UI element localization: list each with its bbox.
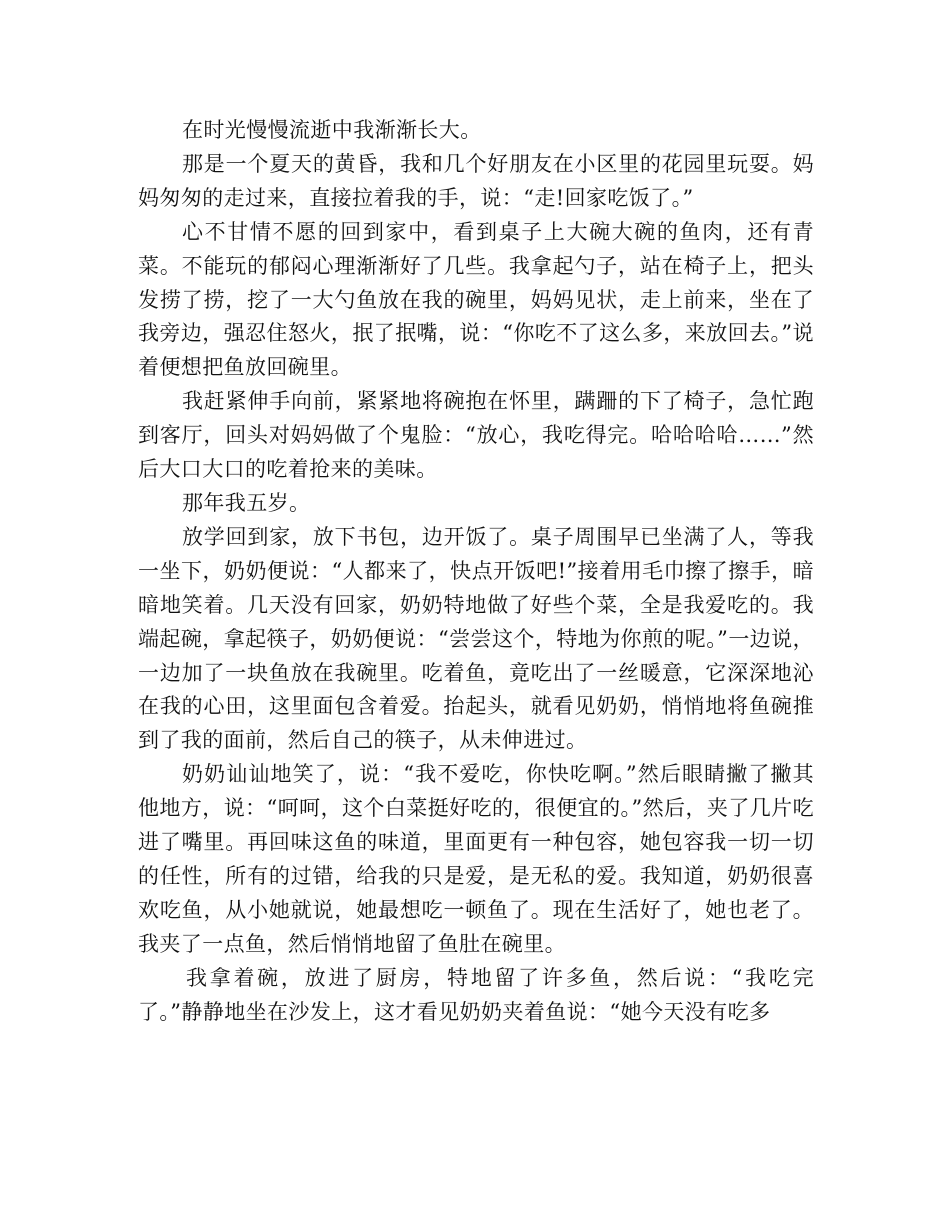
paragraph: 我拿着碗，放进了厨房，特地留了许多鱼，然后说：“我吃完了。”静静地坐在沙发上，这才看见奶奶夹着鱼说：“她今天没有吃多 xyxy=(138,965,814,1024)
paragraph: 那是一个夏天的黄昏，我和几个好朋友在小区里的花园里玩耍。妈妈匆匆的走过来，直接拉着我的手，说：“走!回家吃饭了。” xyxy=(138,151,814,210)
paragraph: 在时光慢慢流逝中我渐渐长大。 xyxy=(182,118,482,142)
paragraph: 我赶紧伸手向前，紧紧地将碗抱在怀里，蹒跚的下了椅子，急忙跑到客厅，回头对妈妈做了个鬼脸：“放心，我吃得完。哈哈哈哈……”然后大口大口的吃着抢来的美味。 xyxy=(138,389,814,482)
essay-body xyxy=(138,114,814,1029)
paragraph: 心不甘情不愿的回到家中，看到桌子上大碗大碗的鱼肉，还有青菜。不能玩的郁闷心理渐渐好了几些。我拿起勺子，站在椅子上，把头发捞了捞，挖了一大勺鱼放在我的碗里，妈妈见状，走上前来，坐在了我旁边，强忍住怒火，抿了抿嘴，说：“你吃不了这么多，来放回去。”说着便想把鱼放回碗里。 xyxy=(138,219,814,380)
paragraph: 那年我五岁。 xyxy=(182,490,311,515)
paragraph: 放学回到家，放下书包，边开饭了。桌子周围早已坐满了人，等我一坐下，奶奶便说：“人都来了，快点开饭吧!”接着用毛巾擦了擦手，暗暗地笑着。几天没有回家，奶奶特地做了好些个菜，全是我爱吃的。我端起碗，拿起筷子，奶奶便说：“尝尝这个，特地为你煎的呢。”一边说，一边加了一块鱼放在我碗里。吃着鱼，竟吃出了一丝暖意，它深深地沁在我的心田，这里面包含着爱。抬起头，就看见奶奶，悄悄地将鱼碗推到了我的面前，然后自己的筷子，从未伸进过。 xyxy=(138,524,814,753)
paragraph: 奶奶讪讪地笑了，说：“我不爱吃，你快吃啊。”然后眼睛撇了撇其他地方，说：“呵呵，这个白菜挺好吃的，很便宜的。”然后，夹了几片吃进了嘴里。再回味这鱼的味道，里面更有一种包容，她包容我一切一切的任性，所有的过错，给我的只是爱，是无私的爱。我知道，奶奶很喜欢吃鱼，从小她就说，她最想吃一顿鱼了。现在生活好了，她也老了。我夹了一点鱼，然后悄悄地留了鱼肚在碗里。 xyxy=(138,762,814,956)
